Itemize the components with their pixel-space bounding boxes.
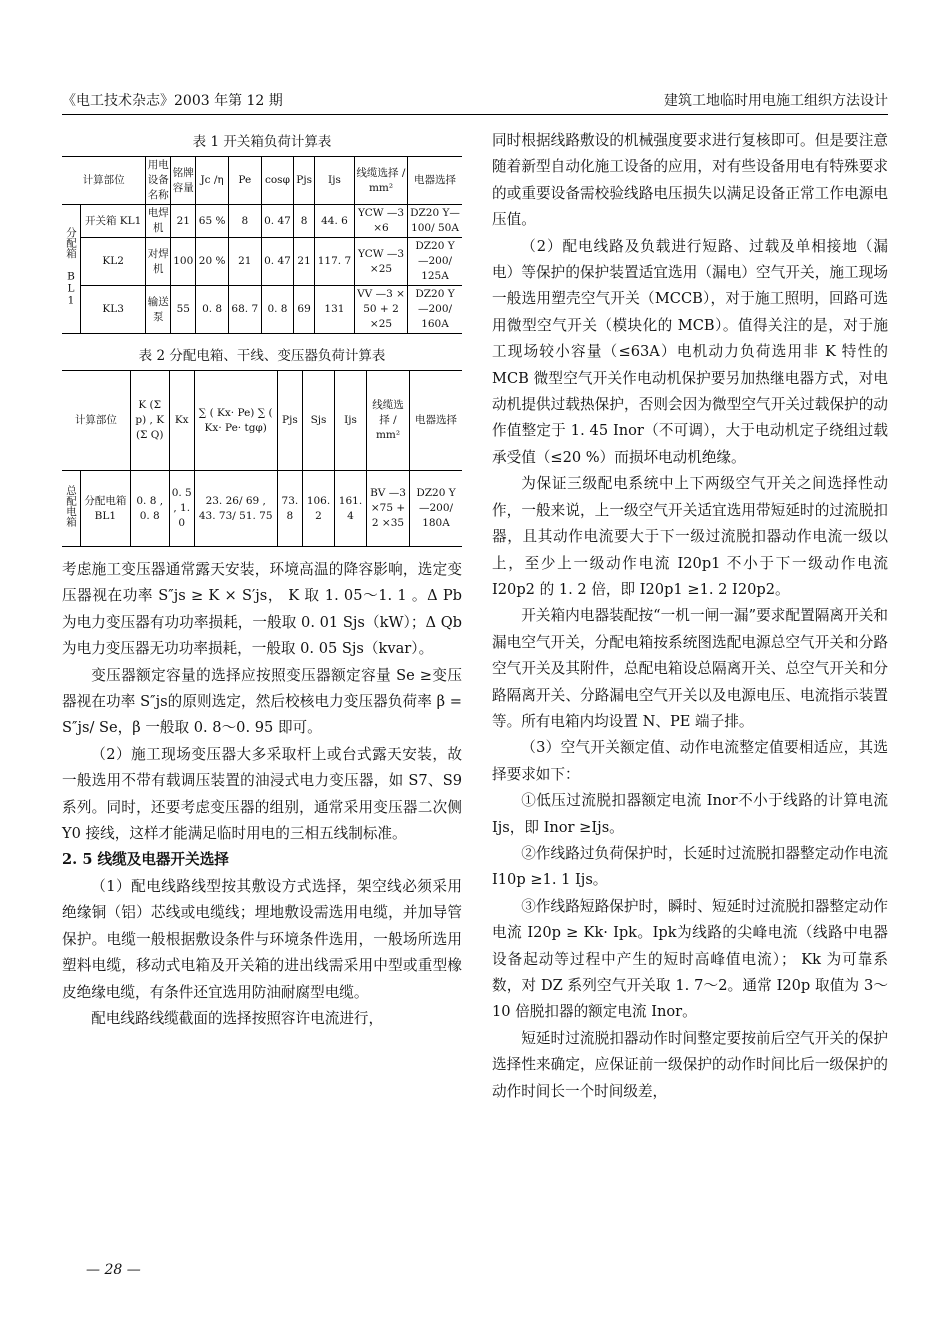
table-cell: 21 xyxy=(171,205,196,238)
table2 xyxy=(62,370,462,547)
table2-header-cell: Kx xyxy=(169,371,194,471)
paragraph: 为保证三级配电系统中上下两级空气开关之间选择性动作，一般来说，上一级空气开关适宜选用带短延时的过流脱扣器，且其动作电流要大于下一级过流脱扣器动作电流一级以上，至少上一级动作电流 I20p1 不小于下一级动作电流 I20p2 的 1. 2 倍，即 I20p1 ≥1. 2 I20p2。 xyxy=(492,475,888,598)
page-number: — 28 — xyxy=(86,1262,141,1278)
section-heading: 2. 5 线缆及电器开关选择 xyxy=(62,851,229,869)
table-cell: 0. 8 xyxy=(261,286,294,334)
journal-title: 《电工技术杂志》2003 年第 12 期 xyxy=(62,93,283,109)
table-cell: 117. 7 xyxy=(314,238,354,286)
header-rule xyxy=(62,114,888,115)
running-header xyxy=(62,90,888,114)
paragraph: （2）施工现场变压器大多采取杆上或台式露天安装，故一般选用不带有载调压装置的油浸式电力变压器，如 S7、S9 系列。同时，还要考虑变压器的组别，通常采用变压器二次侧 Y0 接线，这样才能满足临时用电的三相五线制标准。 xyxy=(62,745,462,843)
table1-header-cell: Pe xyxy=(228,157,261,205)
table-row xyxy=(62,205,462,238)
table-cell: 55 xyxy=(171,286,196,334)
table2-header-cell: 计算部位 xyxy=(62,371,130,471)
table-row xyxy=(62,238,462,286)
table-cell: 分配电箱 BL1 xyxy=(81,471,131,547)
table-header-row xyxy=(62,371,462,471)
paragraph: ②作线路过负荷保护时，长延时过流脱扣器整定动作电流 I10p ≥1. 1 Ijs。 xyxy=(492,844,888,889)
paragraph: 变压器额定容量的选择应按照变压器额定容量 Se ≥变压器视在功率 S″js的原则选定，然后校核电力变压器负荷率 β = S″js/ Se，β 一般取 0. 8～0. 95 即可。 xyxy=(62,666,463,737)
table-cell: 65 % xyxy=(196,205,229,238)
table1 xyxy=(62,156,462,334)
table-cell: 0. 8 xyxy=(196,286,229,334)
paragraph: 配电线路线缆截面的选择按照容许电流进行， xyxy=(91,1009,384,1027)
article-title: 建筑工地临时用电施工组织方法设计 xyxy=(664,93,888,109)
table-cell: BV —3 ×75 + 2 ×35 xyxy=(367,471,410,547)
table2-header-cell: K (Σ p) , K (Σ Q) xyxy=(130,371,169,471)
table1-header-cell: 线缆选择 / mm² xyxy=(355,157,408,205)
table1-header-cell: cosφ xyxy=(261,157,294,205)
table-cell: 44. 6 xyxy=(314,205,354,238)
table-cell: 131 xyxy=(314,286,354,334)
table-cell: DZ20 Y —200/ 180A xyxy=(410,471,463,547)
table2-header-cell: 线缆选择 / mm² xyxy=(367,371,410,471)
table2-group-label: 总配电箱 xyxy=(65,485,77,527)
paragraph: （1）配电线路线型按其敷设方式选择，架空线必须采用绝缘铜（铝）芯线或电缆线；埋地敷设需选用电缆，并加导管保护。电缆一般根据敷设条件与环境条件选用，一般场所选用塑料电缆，移动式电箱及开关箱的进出线需采用中型或重型橡皮绝缘电缆，有条件还宜选用防油耐腐型电缆。 xyxy=(62,877,462,1001)
table-cell: 23. 26/ 69 , 43. 73/ 51. 75 xyxy=(194,471,277,547)
table-cell: 161. 4 xyxy=(335,471,367,547)
table2-header-cell: ∑ ( Kx· Pe) ∑ ( Kx· Pe· tgφ) xyxy=(194,371,277,471)
table1-caption: 表 1 开关箱负荷计算表 xyxy=(192,134,332,150)
table-cell: 106. 2 xyxy=(303,471,335,547)
paragraph: 开关箱内电器装配按“一机一闸一漏”要求配置隔离开关和漏电空气开关，分配电箱按系统图选配电源总空气开关和分路空气开关及其附件，总配电箱设总隔离开关、总空气开关和分路隔离开关、分路漏电空气开关以及电源电压、电流指示装置等。所有电箱内均设置 N、PE 端子排。 xyxy=(492,607,888,730)
table-cell: 8 xyxy=(294,205,315,238)
table-row xyxy=(62,286,462,334)
table-cell: 8 xyxy=(228,205,261,238)
paragraph: （2）配电线路及负载进行短路、过载及单相接地（漏电）等保护的保护装置适宜选用（漏电）空气开关，施工现场一般选用塑壳空气开关（MCCB），对于施工照明，回路可选用微型空气开关（模块化的 MCB）。值得关注的是，对于施工现场较小容量（≤63A）电机动力负荷选用非 K 特性的 MCB 微型空气开关作电动机保护要另加热继电器方式，对电动机提供过载热保护，否则会因为微型空气开关过载保护的动作值整定于 1. 45 Inor（不可调），大于电动机定子绕组过载承受值（≤20 %）而损坏电动机绝缘。 xyxy=(492,237,888,466)
table-cell: 21 xyxy=(228,238,261,286)
paragraph: ①低压过流脱扣器额定电流 Inor不小于线路的计算电流 Ijs，即 Inor ≥Ijs。 xyxy=(492,792,888,836)
table1-header-cell: 电器选择 xyxy=(408,157,463,205)
table-cell: YCW —3 ×25 xyxy=(355,238,408,286)
paragraph: 考虑施工变压器通常露天安装，环境高温的降容影响，选定变压器视在功率 S″js ≥ K × S′js， K 取 1. 05～1. 1 。Δ Pb 为电力变压器有功功率损耗，一般取 0. 01 Sjs（kW）；Δ Qb 为电力变压器无功功率损耗，一般取 0. 05 Sjs（kvar）。 xyxy=(62,561,462,658)
table-cell: KL3 xyxy=(81,286,146,334)
paragraph: ③作线路短路保护时，瞬时、短延时过流脱扣器整定动作电流 I20p ≥ Kk· Ipk。Ipk为线路的尖峰电流（线路中电器设备起动等过程中产生的短时高峰值电流）； Kk 为可靠系数，对 DZ 系列空气开关取 1. 7～2。通常 I20p 取值为 3～10 倍脱扣器的额定电流 Inor。 xyxy=(492,897,888,1021)
table-cell: 0. 47 xyxy=(261,205,294,238)
paragraph: 同时根据线路敷设的机械强度要求进行复核即可。但是要注意随着新型自动化施工设备的应用，对有些设备用电有特殊要求的或重要设备需校验线路电压损失以满足设备正常工作电源电压值。 xyxy=(492,132,888,229)
table-cell: 20 % xyxy=(196,238,229,286)
table-cell: 0. 8 , 0. 8 xyxy=(130,471,169,547)
table-cell: DZ20 Y—100/ 50A xyxy=(408,205,463,238)
table-cell: YCW —3 ×6 xyxy=(355,205,408,238)
table-cell: 输送泵 xyxy=(146,286,171,334)
table2-caption: 表 2 分配电箱、干线、变压器负荷计算表 xyxy=(138,348,386,364)
table1-header-cell: 铭牌容量 xyxy=(171,157,196,205)
table-cell: 电焊机 xyxy=(146,205,171,238)
table-cell: DZ20 Y —200/ 125A xyxy=(408,238,463,286)
left-column xyxy=(62,128,462,1032)
table1-header-cell: 计算部位 xyxy=(62,157,146,205)
paragraph: 短延时过流脱扣器动作时间整定要按前后空气开关的保护选择性来确定，应保证前一级保护的动作时间比后一级保护的动作时间长一个时间级差， xyxy=(492,1029,888,1100)
table1-header-cell: Ijs xyxy=(314,157,354,205)
table-cell: 对焊机 xyxy=(146,238,171,286)
table2-header-cell: Sjs xyxy=(303,371,335,471)
table-cell: KL2 xyxy=(81,238,146,286)
table2-header-cell: 电器选择 xyxy=(410,371,463,471)
table-cell: 0. 5 , 1. 0 xyxy=(169,471,194,547)
table-cell: 69 xyxy=(294,286,315,334)
right-column xyxy=(492,128,888,1105)
table1-header-cell: 用电设备名称 xyxy=(146,157,171,205)
table1-group-label: 分配箱 BL1 xyxy=(65,226,77,307)
table-cell: 21 xyxy=(294,238,315,286)
table-row xyxy=(62,471,462,547)
table1-header-cell: Pjs xyxy=(294,157,315,205)
table-cell: 73. 8 xyxy=(277,471,302,547)
table-cell: 68. 7 xyxy=(228,286,261,334)
table-cell: 开关箱 KL1 xyxy=(81,205,146,238)
table-cell: 0. 47 xyxy=(261,238,294,286)
paragraph: （3）空气开关额定值、动作电流整定值要相适应，其选择要求如下： xyxy=(492,739,888,783)
table-header-row xyxy=(62,157,462,205)
table1-header-cell: Jc /η xyxy=(196,157,229,205)
table-cell: VV —3 × 50 + 2 ×25 xyxy=(355,286,408,334)
table-cell: 100 xyxy=(171,238,196,286)
table-cell: DZ20 Y —200/ 160A xyxy=(408,286,463,334)
table2-header-cell: Ijs xyxy=(335,371,367,471)
table2-header-cell: Pjs xyxy=(277,371,302,471)
